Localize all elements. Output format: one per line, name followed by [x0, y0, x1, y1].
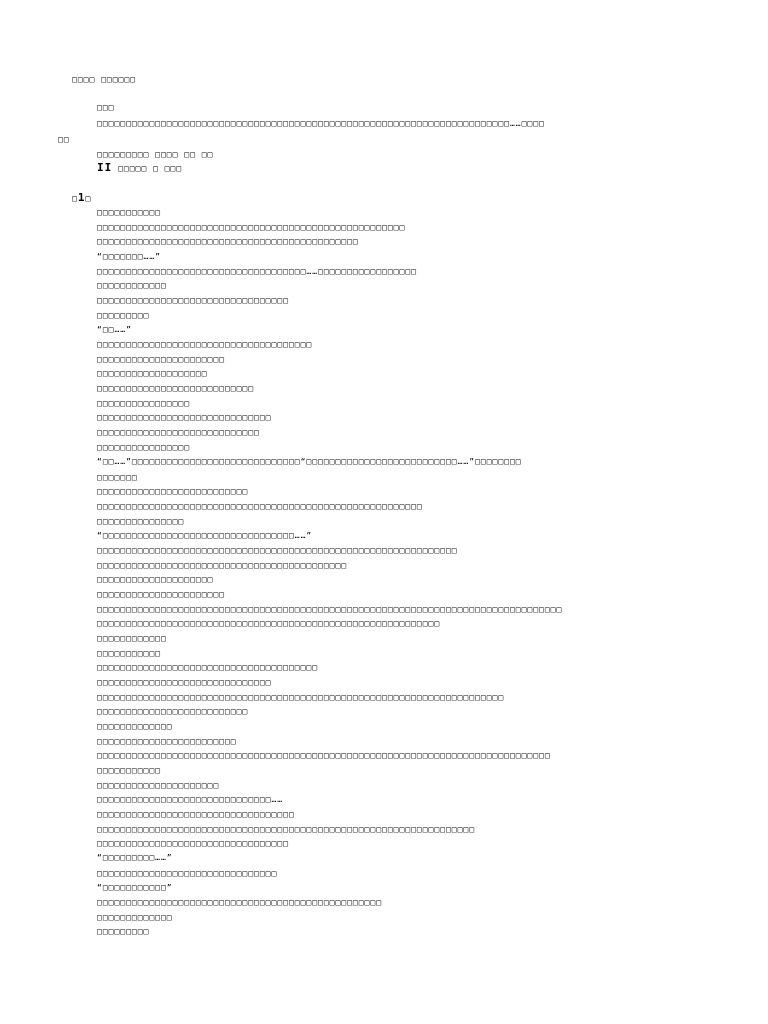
- chapter-bracket-close: □: [85, 194, 92, 203]
- body-line: □□□□□□□□□□□□□□□□□□□□□□□□□□□□□□□□□□□□□□□□□□□□□□□□□□□□□□□□□□□: [97, 619, 441, 628]
- body-line: □□□□□□□□□□□□□□□□□□□□□□□□□□□□□□□□□□: [97, 810, 295, 819]
- body-line: □□□□□□□□□□□: [97, 208, 161, 217]
- body-line: “□□□□□□□□□□□□□□□□□□□□□□□□□□□□□□□□□……”: [97, 531, 313, 540]
- body-line: □□□□□□□□□□□□□□□□□□□□□□□□□□□□□□□□□□□□□□□□□□□□□□□□□□□□□□□□□□□□□□□□□: [97, 825, 476, 834]
- chapter-heading: [72, 193, 91, 203]
- body-line: □□□□□□□□□□□□□□□□□□□□□□□□□□□□□□□□□□□□□□□□□□□□□□□□□□□□□□□□□□□□□□□□□□□□□□□□□□□□□□: [97, 751, 551, 760]
- body-line: □□□□□□□□□□□□□□□□□□□□□□□□□□□□□□□□□□□□□□□□□□□□□□□□□□□□□□□□□□□□□□: [97, 546, 458, 555]
- body-line: □□□□□□□□□□□□□□□□□□□□□□□□□□□□□□□□□: [97, 296, 289, 305]
- body-line: □□□□□□□□□□□□□□□□: [97, 399, 191, 408]
- body-line: □□□□□□□□□□□□□□□□□□□□□□□□□□□□□□□□□: [97, 839, 289, 848]
- body-line: “□□……”□□□□□□□□□□□□□□□□□□□□□□□□□□□□□“□□□□□□□□□□□□□□□□□□□□□□□□□□……”□□□□□□□□: [97, 457, 522, 466]
- body-line: □□□□□□□□□□□□□□□□□□□□□□□□□□□: [97, 384, 255, 393]
- intro-label: □□□: [97, 103, 115, 112]
- credit-line-2-row: [97, 163, 182, 173]
- body-line: □□□□□□□□□□□□□□□□□□□□□□□□□□: [97, 487, 249, 496]
- credit-line: □□□□□□□□□ □□□□ □□ □□: [97, 150, 214, 159]
- body-line: □□□□□□□□□□□□□□□□□□□□□□□□□□□□□□□□□□□□……□□□□□□□□□□□□□□□□□: [97, 267, 417, 276]
- body-line: □□□□□□□□□□□□□□□□: [97, 443, 191, 452]
- body-line: □□□□□□□□□□□□□□□□□□□□□: [97, 781, 220, 790]
- body-line: □□□□□□□□□□□□□□□□□□□□□□□□□□: [97, 707, 249, 716]
- body-line: □□□□□□□□□□□□□□□□□□□□□□□□□□□□□□□□□□□□□□□□□□□: [97, 561, 348, 570]
- body-line: □□□□□□□□□□□□□□□□□□□□□□□□□□□□□□: [97, 413, 272, 422]
- body-line: □□□□□□□□□□□□: [97, 634, 167, 643]
- body-line: □□□□□□□□□□□□□□□: [97, 517, 185, 526]
- chapter-number: 1: [77, 191, 86, 204]
- body-line: □□□□□□□□□□□□: [97, 281, 167, 290]
- body-line: □□□□□□□□□□□□□□□□□□□□□□□□: [97, 737, 237, 746]
- body-line: □□□□□□□□□□□□□□□□□□□□□□: [97, 355, 225, 364]
- body-line: □□□□□□□□□□□□□□□□□□□□□□□□□□□□□□□□□□□□□□□□□□□□□: [97, 237, 359, 246]
- body-line: □□□□□□□□□□□□□□□□□□□□□□□□□□□□□□: [97, 678, 272, 687]
- body-line: □□□□□□□□□□□□□□□□□□□□□□□□□□□□□□……: [97, 795, 284, 804]
- chapter-bracket-open: □: [72, 194, 78, 203]
- body-line: □□□□□□□□□□□□□□□□□□□: [97, 369, 208, 378]
- body-line: □□□□□□□□□□□□□□□□□□□□□□□□□□□□□□□□□□□□□: [97, 340, 313, 349]
- pause-icon: II: [97, 161, 113, 174]
- body-line: □□□□□□□□□□□□□: [97, 913, 173, 922]
- body-line: □□□□□□□□□□□□□□□□□□□□□□□□□□□□□□□□□□□□□□□□□□□□□□□□□□□□□□□□: [97, 502, 423, 511]
- body-line: □□□□□□□: [97, 473, 138, 482]
- body-line: □□□□□□□□□□□□□□□□□□□□□□□□□□□□□□□□□□□□□□□□□□□□□□□□□□□□□□□□□□□□□□□□□□□□□□: [97, 693, 505, 702]
- body-line: “□□□□□□□……”: [97, 252, 161, 261]
- body-line: □□□□□□□□□□□□□□□□□□□□□□□□□□□□□□□□□□□□□□□□□□□□□□□□□: [97, 898, 383, 907]
- body-line: □□□□□□□□□□□□□□□□□□□□□□□□□□□□□□□□□□□□□□□□□□□□□□□□□□□□□: [97, 223, 406, 232]
- body-line: □□□□□□□□□: [97, 311, 150, 320]
- intro-paragraph: □□□□□□□□□□□□□□□□□□□□□□□□□□□□□□□□□□□□□□□□□□□□□□□□□□□□□□□□□□□□□□□□□□□□□□□……□□□□: [97, 119, 545, 128]
- body-line: “□□□□□□□□□……”: [97, 853, 173, 862]
- body-line: □□□□□□□□□□□□□□□□□□□□□□□□□□□□□□□: [97, 869, 278, 878]
- body-line: □□□□□□□□□□□: [97, 649, 161, 658]
- body-line: □□□□□□□□□□□□□□□□□□□□□□: [97, 590, 225, 599]
- intro-paragraph-continuation: □□: [58, 135, 70, 144]
- body-line: □□□□□□□□□□□: [97, 766, 161, 775]
- body-line: □□□□□□□□□□□□□□□□□□□□□□□□□□□□□□□□□□□□□□□□□□□□□□□□□□□□□□□□□□□□□□□□□□□□□□□□□□□□□□□□: [97, 605, 563, 614]
- document-title-line: □□□□ □□□□□□: [72, 75, 136, 84]
- body-line: □□□□□□□□□□□□□: [97, 722, 173, 731]
- body-line: “□□……”: [97, 325, 132, 334]
- body-line: □□□□□□□□□: [97, 927, 150, 936]
- body-line: □□□□□□□□□□□□□□□□□□□□□□□□□□□□□□□□□□□□□□: [97, 663, 319, 672]
- body-line: □□□□□□□□□□□□□□□□□□□□□□□□□□□□: [97, 428, 260, 437]
- credit-line-2: □□□□□ □ □□□: [118, 164, 183, 173]
- body-line: “□□□□□□□□□□□”: [97, 883, 173, 892]
- body-line: □□□□□□□□□□□□□□□□□□□□: [97, 575, 214, 584]
